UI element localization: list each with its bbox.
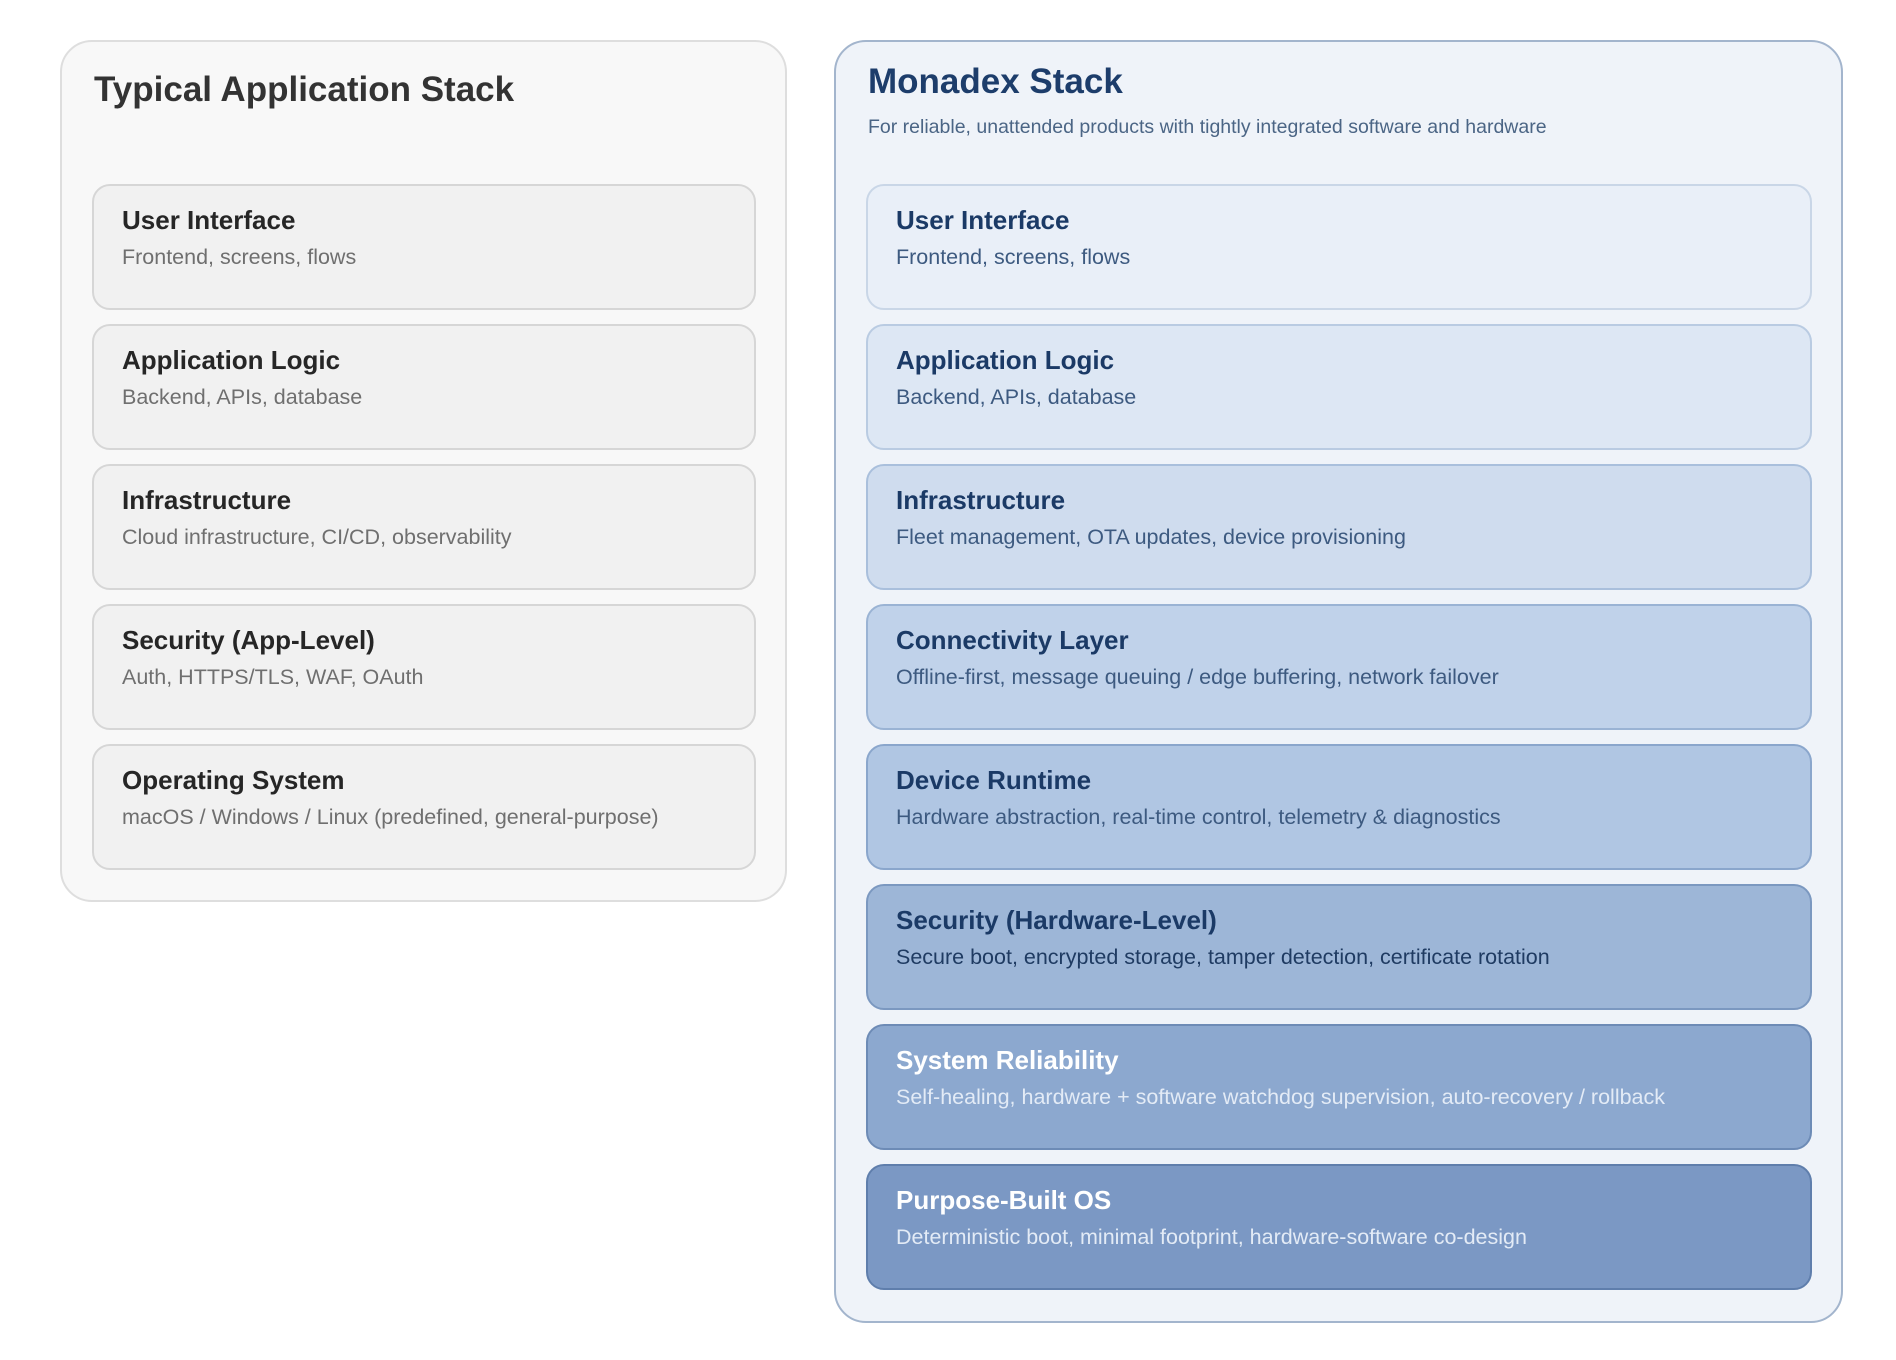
typical-layer-application-logic (92, 324, 756, 450)
layer-title: Device Runtime (896, 765, 1092, 795)
layer-title: Infrastructure (122, 485, 292, 515)
monadex-layer-connectivity (866, 604, 1812, 730)
layer-title: Infrastructure (896, 485, 1066, 515)
typical-stack-panel (60, 40, 787, 902)
layer-title: Operating System (122, 765, 345, 795)
layer-description: Hardware abstraction, real-time control, telemetry & diagnostics (896, 805, 1501, 829)
monadex-layer-infrastructure (866, 464, 1812, 590)
monadex-layer-purpose-built-os (866, 1164, 1812, 1290)
typical-layer-operating-system (92, 744, 756, 870)
typical-layer-user-interface (92, 184, 756, 310)
layer-description: Cloud infrastructure, CI/CD, observability (122, 525, 512, 549)
monadex-layer-device-runtime (866, 744, 1812, 870)
monadex-stack-title: Monadex Stack (868, 62, 1123, 101)
layer-description: Offline-first, message queuing / edge buffering, network failover (896, 665, 1499, 689)
monadex-stack-panel (834, 40, 1843, 1323)
monadex-layer-application-logic (866, 324, 1812, 450)
layer-title: Security (App-Level) (122, 625, 375, 655)
layer-title: Purpose-Built OS (896, 1185, 1112, 1215)
layer-description: Self-healing, hardware + software watchdog supervision, auto-recovery / rollback (896, 1085, 1666, 1109)
layer-description: Backend, APIs, database (122, 385, 363, 409)
typical-layer-security (92, 604, 756, 730)
layer-description: Fleet management, OTA updates, device provisioning (896, 525, 1406, 549)
layer-description: Frontend, screens, flows (122, 245, 357, 269)
layer-title: Connectivity Layer (896, 625, 1129, 655)
monadex-layer-user-interface (866, 184, 1812, 310)
layer-description: Deterministic boot, minimal footprint, hardware-software co-design (896, 1225, 1527, 1249)
typical-stack-title: Typical Application Stack (94, 70, 515, 109)
layer-description: Frontend, screens, flows (896, 245, 1131, 269)
layer-title: Application Logic (896, 345, 1115, 375)
layer-title: User Interface (122, 205, 296, 235)
monadex-layer-security-hardware (866, 884, 1812, 1010)
layer-title: Application Logic (122, 345, 341, 375)
layer-description: macOS / Windows / Linux (predefined, general-purpose) (122, 805, 659, 829)
layer-description: Auth, HTTPS/TLS, WAF, OAuth (122, 665, 424, 689)
layer-title: System Reliability (896, 1045, 1119, 1075)
layer-title: User Interface (896, 205, 1070, 235)
layer-description: Backend, APIs, database (896, 385, 1137, 409)
monadex-layer-system-reliability (866, 1024, 1812, 1150)
typical-layer-infrastructure (92, 464, 756, 590)
layer-title: Security (Hardware-Level) (896, 905, 1217, 935)
layer-description: Secure boot, encrypted storage, tamper detection, certificate rotation (896, 945, 1550, 969)
monadex-stack-subtitle: For reliable, unattended products with tightly integrated software and hardware (868, 116, 1547, 138)
